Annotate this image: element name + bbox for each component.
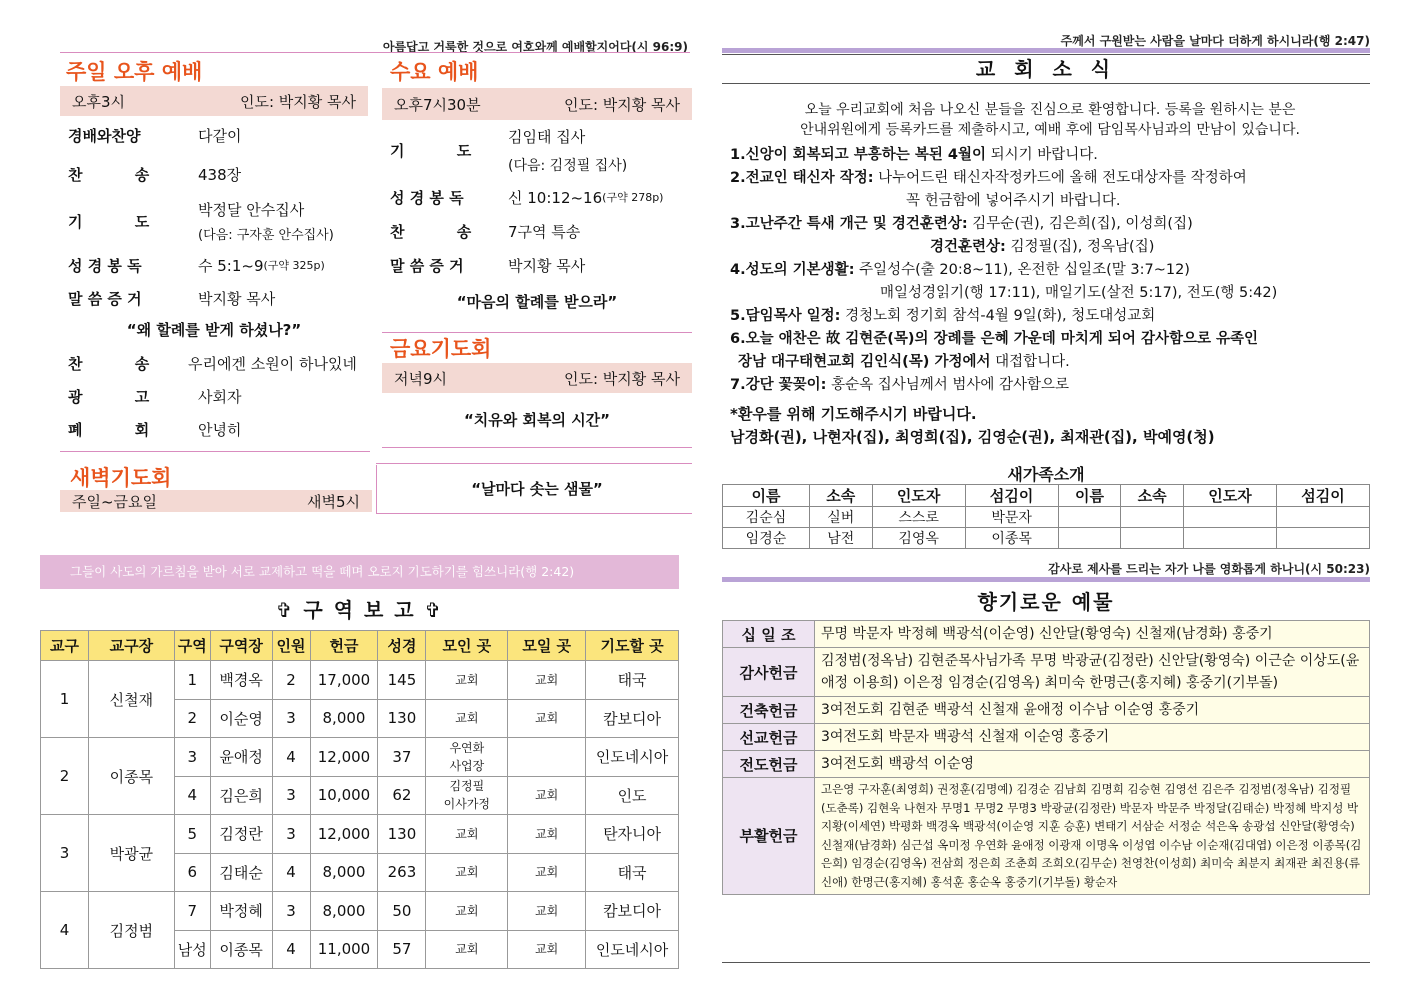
table-cell: 12,000 <box>310 738 378 777</box>
table-cell: 4 <box>272 853 310 892</box>
table-cell: 인도네시아 <box>586 738 679 777</box>
table-cell: 교회 <box>508 661 586 700</box>
table-row <box>41 661 679 700</box>
table-row <box>723 507 1370 528</box>
parish-leader-cell: 신철재 <box>88 661 174 738</box>
table-cell: 교회 <box>426 892 508 931</box>
table-cell: 10,000 <box>310 776 378 815</box>
offering-row <box>723 621 1370 648</box>
mid-verse-right: 감사로 제사를 드리는 자가 나를 영화롭게 하나니(시 50:23) <box>1048 562 1370 576</box>
table-cell: 교회 <box>426 661 508 700</box>
table-cell: 이종목 <box>965 528 1058 549</box>
parish-leader-cell: 김정범 <box>88 892 174 969</box>
table-cell: 임경순 <box>723 528 810 549</box>
table-cell: 130 <box>378 815 426 854</box>
divider <box>60 451 370 452</box>
table-cell <box>1276 507 1369 528</box>
table-cell: 62 <box>378 776 426 815</box>
news-title: 교 회 소 식 <box>722 54 1370 84</box>
new-family-table <box>722 484 1370 549</box>
table-cell: 백경옥 <box>210 661 272 700</box>
table-cell: 탄자니아 <box>586 815 679 854</box>
column-header: 섬김이 <box>1276 485 1369 507</box>
friday-sermon-title: “치유와 회복의 시간” <box>463 411 611 429</box>
sunday-sermon-title: “왜 할례를 받게 하셨나?” <box>126 321 302 339</box>
table-cell: 김은희 <box>210 776 272 815</box>
table-row <box>41 738 679 777</box>
table-cell: 인도 <box>586 776 679 815</box>
table-cell: 김태순 <box>210 853 272 892</box>
table-cell: 교회 <box>508 892 586 931</box>
divider <box>382 447 692 448</box>
table-cell: 교회 <box>508 776 586 815</box>
table-cell: 3 <box>272 892 310 931</box>
table-cell: 교회 <box>426 815 508 854</box>
table-cell: 캄보디아 <box>586 892 679 931</box>
offering-names: 김정범(정옥남) 김현준목사님가족 무명 박광균(김정란) 신안달(황영숙) 이근순 이상도(윤애정 이용희) 이은정 임경순(김영옥) 최미숙 한명근(홍지혜) 홍중기(기부돌) <box>815 648 1370 697</box>
offering-table <box>722 620 1370 895</box>
table-cell: 김정필 이사가정 <box>426 776 508 815</box>
offering-names: 무명 박문자 박정혜 백광석(이순영) 신안달(황영숙) 신철재(남경화) 홍중기 <box>815 621 1370 648</box>
top-verse-left: 아름답고 거룩한 것으로 여호와께 예배할지어다(시 96:9) <box>382 40 688 54</box>
column-header: 교구장 <box>88 631 174 661</box>
news-item: 1.신앙이 회복되고 부흥하는 복된 4월이 되시기 바랍니다. <box>730 147 1098 163</box>
sunday-row: 기 도 박정달 안수집사 (다음: 구자훈 안수집사) <box>68 201 334 243</box>
offering-category: 건축헌금 <box>723 697 815 724</box>
offering-row <box>723 724 1370 751</box>
news-item: 4.성도의 기본생활: 주일성수(출 20:8~11), 온전한 십일조(말 3:7~12) <box>730 262 1190 278</box>
top-verse-right: 주께서 구원받는 사람을 날마다 더하게 하시니라(행 2:47) <box>1060 34 1370 48</box>
offering-row <box>723 778 1370 895</box>
divider <box>722 962 1370 963</box>
column-header: 기도할 곳 <box>586 631 679 661</box>
parish-cell: 3 <box>41 815 89 892</box>
sunday-leader: 인도: 박지황 목사 <box>239 92 356 111</box>
table-cell: 3 <box>174 738 210 777</box>
table-cell: 태국 <box>586 661 679 700</box>
table-cell: 17,000 <box>310 661 378 700</box>
offering-category: 감사헌금 <box>723 648 815 697</box>
table-cell <box>1183 507 1276 528</box>
table-cell: 교회 <box>508 853 586 892</box>
table-cell: 57 <box>378 930 426 969</box>
offering-row <box>723 648 1370 697</box>
offering-names: 3여전도회 박문자 백광석 신철재 이순영 홍중기 <box>815 724 1370 751</box>
parish-cell: 1 <box>41 661 89 738</box>
column-header: 헌금 <box>310 631 378 661</box>
column-header: 성경 <box>378 631 426 661</box>
church-news: 오늘 우리교회에 처음 나오신 분들을 진심으로 환영합니다. 등록을 원하시는 분은 안내위원에게 등록카드를 제출하시고, 예배 후에 담임목사님과의 만남이 있습니다. 1.신앙이 회복되고 부흥하는 복된 4월이 되시기 바랍니다. 2.전교인 태신자 작정: 나누어드린 태신자작정카드에 올해 전도대상자를 작정하여 꼭 헌금함에 넣어주시기 바랍니다. 3.고난주간 특새 개근 및 경건훈련상: 김무순(권), 김은희(집), 이성희(집) 경건훈련상: 김정필(집), 정옥남(집) 4.성도의 기본생활: 주일성수(출 20:8~11), 온전한 십일조(말 3:7~12) 매일성경읽기(행 17:11), 매일기도(살전 5:17), 전도(행 5:42) 5.담임목사 일정: 경청노회 정기회 참석-4월 9일(화), 청도대성교회 6.오늘 애찬은 故 김현준(목)의 장례를 은혜 가운데 마치게 되어 감사함으로 유족인 장남 대구태현교회 김인식(목) 가정에서 대접합니다. 7.강단 꽃꽂이: 홍순옥 집사님께서 범사에 감사함으로 *환우를 위해 기도해주시기 바랍니다. 남경화(권), 나현자(집), 최영희(집), 김영순(권), 최재관(집), 박예영(청) <box>730 100 1370 449</box>
table-cell <box>1058 528 1121 549</box>
prayer-request-names: 남경화(권), 나현자(집), 최영희(집), 김영순(권), 최재관(집), 박예영(청) <box>730 428 1215 446</box>
wednesday-time-bar <box>382 88 692 120</box>
table-cell: 11,000 <box>310 930 378 969</box>
table-cell: 8,000 <box>310 892 378 931</box>
table-cell: 5 <box>174 815 210 854</box>
table-cell: 우연화 사업장 <box>426 738 508 777</box>
table-row <box>723 528 1370 549</box>
table-row <box>41 815 679 854</box>
table-cell: 교회 <box>426 853 508 892</box>
wednesday-leader: 인도: 박지황 목사 <box>563 95 680 114</box>
table-cell: 김영옥 <box>872 528 965 549</box>
table-cell: 3 <box>272 776 310 815</box>
table-cell: 145 <box>378 661 426 700</box>
column-header: 소속 <box>1121 485 1184 507</box>
sunday-row: 성 경 봉 독 수 5:1~9 (구약 325p) <box>68 256 325 275</box>
table-cell: 교회 <box>508 815 586 854</box>
offering-row <box>723 697 1370 724</box>
divider <box>376 513 692 514</box>
parish-cell: 4 <box>41 892 89 969</box>
table-cell: 3 <box>272 699 310 738</box>
dawn-sermon-title: “날마다 솟는 샘물” <box>471 480 603 498</box>
table-cell: 4 <box>174 776 210 815</box>
table-cell: 8,000 <box>310 699 378 738</box>
table-cell: 3 <box>272 815 310 854</box>
table-cell <box>1276 528 1369 549</box>
table-cell: 12,000 <box>310 815 378 854</box>
column-header: 교구 <box>41 631 89 661</box>
column-header: 소속 <box>809 485 872 507</box>
table-cell: 캄보디아 <box>586 699 679 738</box>
column-header: 이름 <box>1058 485 1121 507</box>
column-header: 인도자 <box>872 485 965 507</box>
table-cell: 263 <box>378 853 426 892</box>
table-cell: 2 <box>272 661 310 700</box>
table-cell: 실버 <box>809 507 872 528</box>
table-cell: 130 <box>378 699 426 738</box>
wednesday-title: 수요 예배 <box>390 60 479 84</box>
table-cell: 스스로 <box>872 507 965 528</box>
table-cell <box>1183 528 1276 549</box>
sunday-row: 광 고 사회자 <box>68 388 242 406</box>
table-cell: 김정란 <box>210 815 272 854</box>
column-header: 인도자 <box>1183 485 1276 507</box>
column-header: 모일 곳 <box>508 631 586 661</box>
sunday-time-bar <box>60 86 368 116</box>
friday-leader: 인도: 박지황 목사 <box>563 369 680 388</box>
table-cell: 인도네시아 <box>586 930 679 969</box>
table-cell <box>508 738 586 777</box>
table-cell <box>1121 528 1184 549</box>
table-row <box>41 892 679 931</box>
table-cell: 4 <box>272 930 310 969</box>
news-item: 3.고난주간 특새 개근 및 경건훈련상: 김무순(권), 김은희(집), 이성희(집) <box>730 216 1193 232</box>
table-cell: 박문자 <box>965 507 1058 528</box>
prayer-request-title: *환우를 위해 기도해주시기 바랍니다. <box>730 405 977 423</box>
divider <box>376 465 377 513</box>
dawn-days: 주일~금요일 <box>72 492 158 511</box>
table-cell: 1 <box>174 661 210 700</box>
sunday-row: 폐 회 안녕히 <box>68 421 242 439</box>
column-header: 모인 곳 <box>426 631 508 661</box>
wednesday-sermon-title: “마음의 할례를 받으라” <box>456 293 618 311</box>
offering-category: 전도헌금 <box>723 751 815 778</box>
district-table <box>40 630 679 969</box>
table-cell: 윤애정 <box>210 738 272 777</box>
offering-category: 부활헌금 <box>723 778 815 895</box>
table-cell: 6 <box>174 853 210 892</box>
dawn-title: 새벽기도회 <box>70 466 172 490</box>
divider <box>376 463 692 464</box>
table-cell: 태국 <box>586 853 679 892</box>
wednesday-time: 오후7시30분 <box>394 95 481 114</box>
friday-time-bar <box>382 363 692 393</box>
sunday-row: 찬 송 438장 <box>68 165 242 184</box>
parish-cell: 2 <box>41 738 89 815</box>
wednesday-service <box>382 56 692 322</box>
table-cell: 2 <box>174 699 210 738</box>
offering-row <box>723 751 1370 778</box>
offering-names: 3여전도회 백광석 이순영 <box>815 751 1370 778</box>
offering-category: 십 일 조 <box>723 621 815 648</box>
table-cell: 박정혜 <box>210 892 272 931</box>
news-item: 6.오늘 애찬은 故 김현준(목)의 장례를 은혜 가운데 마치게 되어 감사함으로 유족인 <box>730 331 1259 347</box>
column-header: 이름 <box>723 485 810 507</box>
new-family-title: 새가족소개 <box>1007 465 1085 484</box>
sunday-row: 찬 송 우리에겐 소원이 하나있네 <box>68 354 357 373</box>
table-cell: 교회 <box>426 699 508 738</box>
sunday-time: 오후3시 <box>72 92 126 111</box>
offering-title: 향기로운 예물 <box>977 590 1115 614</box>
news-item: 5.담임목사 일정: 경청노회 정기회 참석-4월 9일(화), 청도대성교회 <box>730 308 1156 324</box>
district-title: ✞ 구 역 보 고 ✞ <box>275 598 444 622</box>
column-header: 인원 <box>272 631 310 661</box>
table-cell <box>1121 507 1184 528</box>
table-cell: 8,000 <box>310 853 378 892</box>
news-item: 7.강단 꽃꽂이: 홍순옥 집사님께서 범사에 감사함으로 <box>730 377 1070 393</box>
friday-title: 금요기도회 <box>390 337 492 361</box>
sunday-title: 주일 오후 예배 <box>66 60 203 84</box>
table-cell: 7 <box>174 892 210 931</box>
table-cell: 50 <box>378 892 426 931</box>
dawn-prayer <box>60 462 372 512</box>
table-cell: 남전 <box>809 528 872 549</box>
table-cell: 4 <box>272 738 310 777</box>
table-cell: 교회 <box>426 930 508 969</box>
table-cell: 이종목 <box>210 930 272 969</box>
dawn-time: 새벽5시 <box>306 492 360 511</box>
offering-names: 고은영 구자훈(최영희) 권정훈(김명예) 김경순 김남희 김명희 김승현 김영선 김은주 김정범(정옥남) 김정필(도춘록) 김현욱 나현자 무명1 무명2 무명3 박광균(김정란) 박문자 박문주 박정달(김태순) 박정혜 박지성 박지황(이세연) 박평화 백경옥 백광석(이순영 지훈 승훈) 변태기 서삼순 서정순 석은옥 송광섭 신안달(황영숙) 신철재(남경화) 심근섭 옥미정 우연화 윤애정 이광재 이명옥 이성엽 이수남 이순재(김대엽) 이은정 이종목(김은희) 임경순(김영옥) 전삼희 정은희 조춘희 조희오(김무순) 천영찬(이성희) 최미숙 최분지 최재관 최진용(류신애) 한명근(홍지혜) 홍석훈 홍순옥 홍중기(기부돌) 황순자 <box>815 778 1370 895</box>
mid-verse-left: 그들이 사도의 가르침을 받아 서로 교제하고 떡을 떼며 오로지 기도하기를 힘쓰니라(행 2:42) <box>40 555 679 589</box>
column-header: 섬김이 <box>965 485 1058 507</box>
parish-leader-cell: 박광균 <box>88 815 174 892</box>
sunday-service <box>60 56 368 446</box>
news-item: 2.전교인 태신자 작정: 나누어드린 태신자작정카드에 올해 전도대상자를 작정하여 <box>730 170 1247 186</box>
divider <box>60 52 690 53</box>
table-cell: 교회 <box>508 699 586 738</box>
wednesday-row: 말 씀 증 거 박지황 목사 <box>390 256 586 275</box>
wednesday-row: 기 도 김임태 집사 (다음: 김정필 집사) <box>390 127 628 174</box>
sunday-row: 경배와찬양 다같이 <box>68 126 242 145</box>
table-cell: 37 <box>378 738 426 777</box>
offering-names: 3여전도회 김현준 백광석 신철재 윤애정 이수남 이순영 홍중기 <box>815 697 1370 724</box>
table-cell: 교회 <box>508 930 586 969</box>
dawn-time-bar <box>60 490 372 512</box>
sunday-row: 말 씀 증 거 박지황 목사 <box>68 289 276 308</box>
column-header: 구역장 <box>210 631 272 661</box>
table-cell: 김순심 <box>723 507 810 528</box>
divider <box>722 48 1370 53</box>
table-cell <box>1058 507 1121 528</box>
friday-prayer <box>382 333 692 447</box>
wednesday-row: 성 경 봉 독 신 10:12~16 (구약 278p) <box>390 188 664 207</box>
wednesday-row: 찬 송 7구역 특송 <box>390 222 581 241</box>
table-cell: 이순영 <box>210 699 272 738</box>
friday-time: 저녁9시 <box>394 369 448 388</box>
column-header: 구역 <box>174 631 210 661</box>
offering-category: 선교헌금 <box>723 724 815 751</box>
divider <box>722 577 1370 582</box>
table-cell: 남성 <box>174 930 210 969</box>
parish-leader-cell: 이종목 <box>88 738 174 815</box>
